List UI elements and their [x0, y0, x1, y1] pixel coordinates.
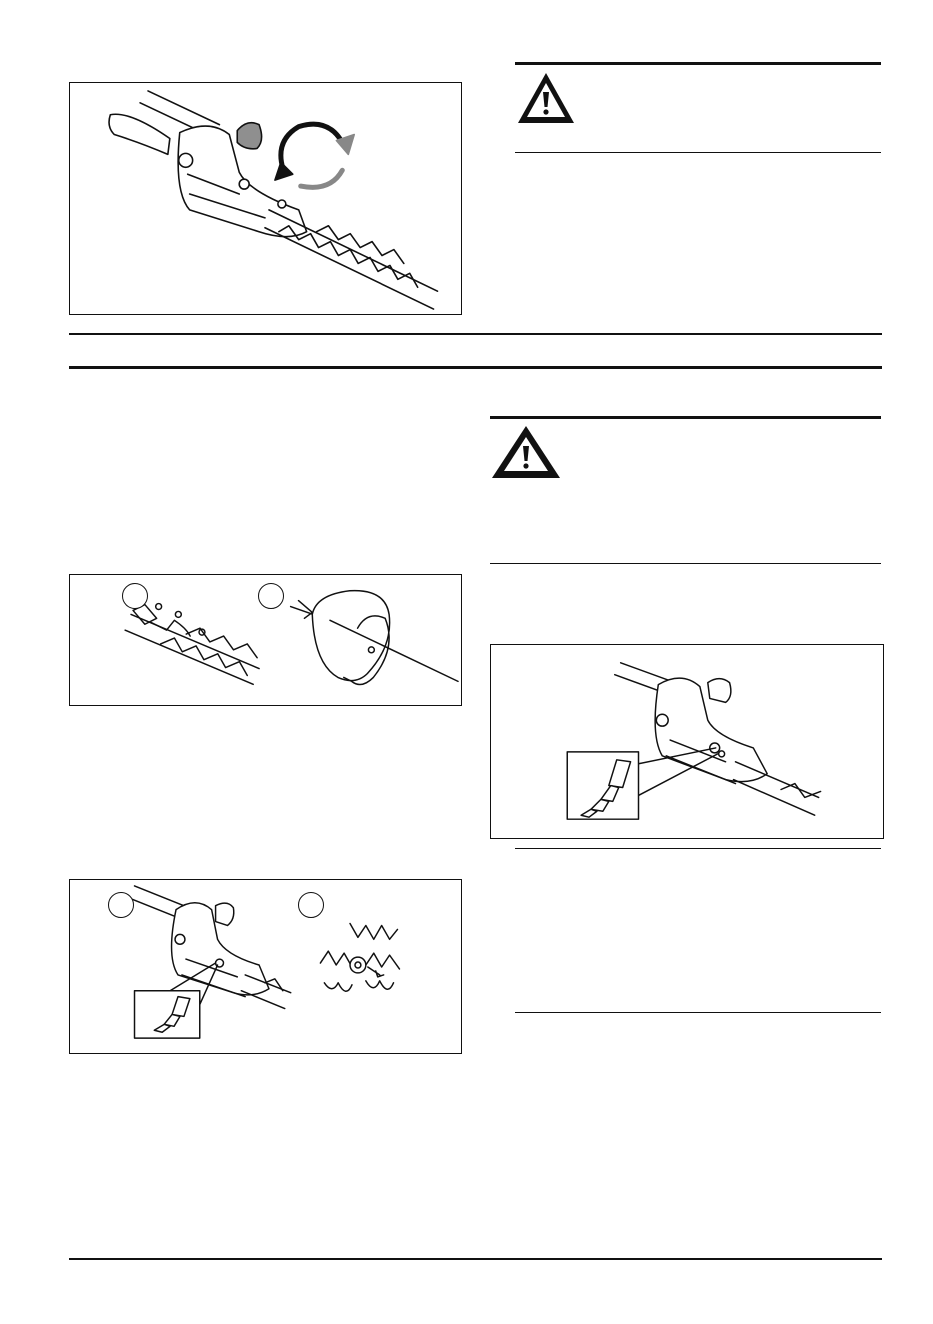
warning-triangle-icon — [515, 70, 577, 126]
figure-grease-gearbox-large — [490, 644, 884, 839]
callout-b — [298, 892, 324, 918]
figure-transport-guards — [69, 574, 462, 706]
callout-a — [108, 892, 134, 918]
warning-right-rule-lower — [490, 563, 881, 564]
callout-b — [258, 583, 284, 609]
warning-triangle-icon — [490, 424, 562, 480]
warning-top-rule-lower — [515, 152, 881, 153]
figure-grease-gearbox-small — [69, 879, 462, 1054]
note-rule-lower — [515, 1012, 881, 1013]
warning-right-rule-upper — [490, 416, 881, 419]
section-rule-bottom — [69, 366, 882, 369]
footer-rule — [69, 1258, 882, 1260]
callout-a — [122, 583, 148, 609]
top-figure-angle-adjust — [69, 82, 462, 315]
gearbox-grease-nipple-illustration — [491, 645, 883, 838]
warning-top-rule-upper — [515, 62, 881, 65]
note-rule-upper — [515, 848, 881, 849]
hedge-trimmer-gear-head-illustration — [70, 83, 461, 314]
section-rule-top — [69, 333, 882, 335]
